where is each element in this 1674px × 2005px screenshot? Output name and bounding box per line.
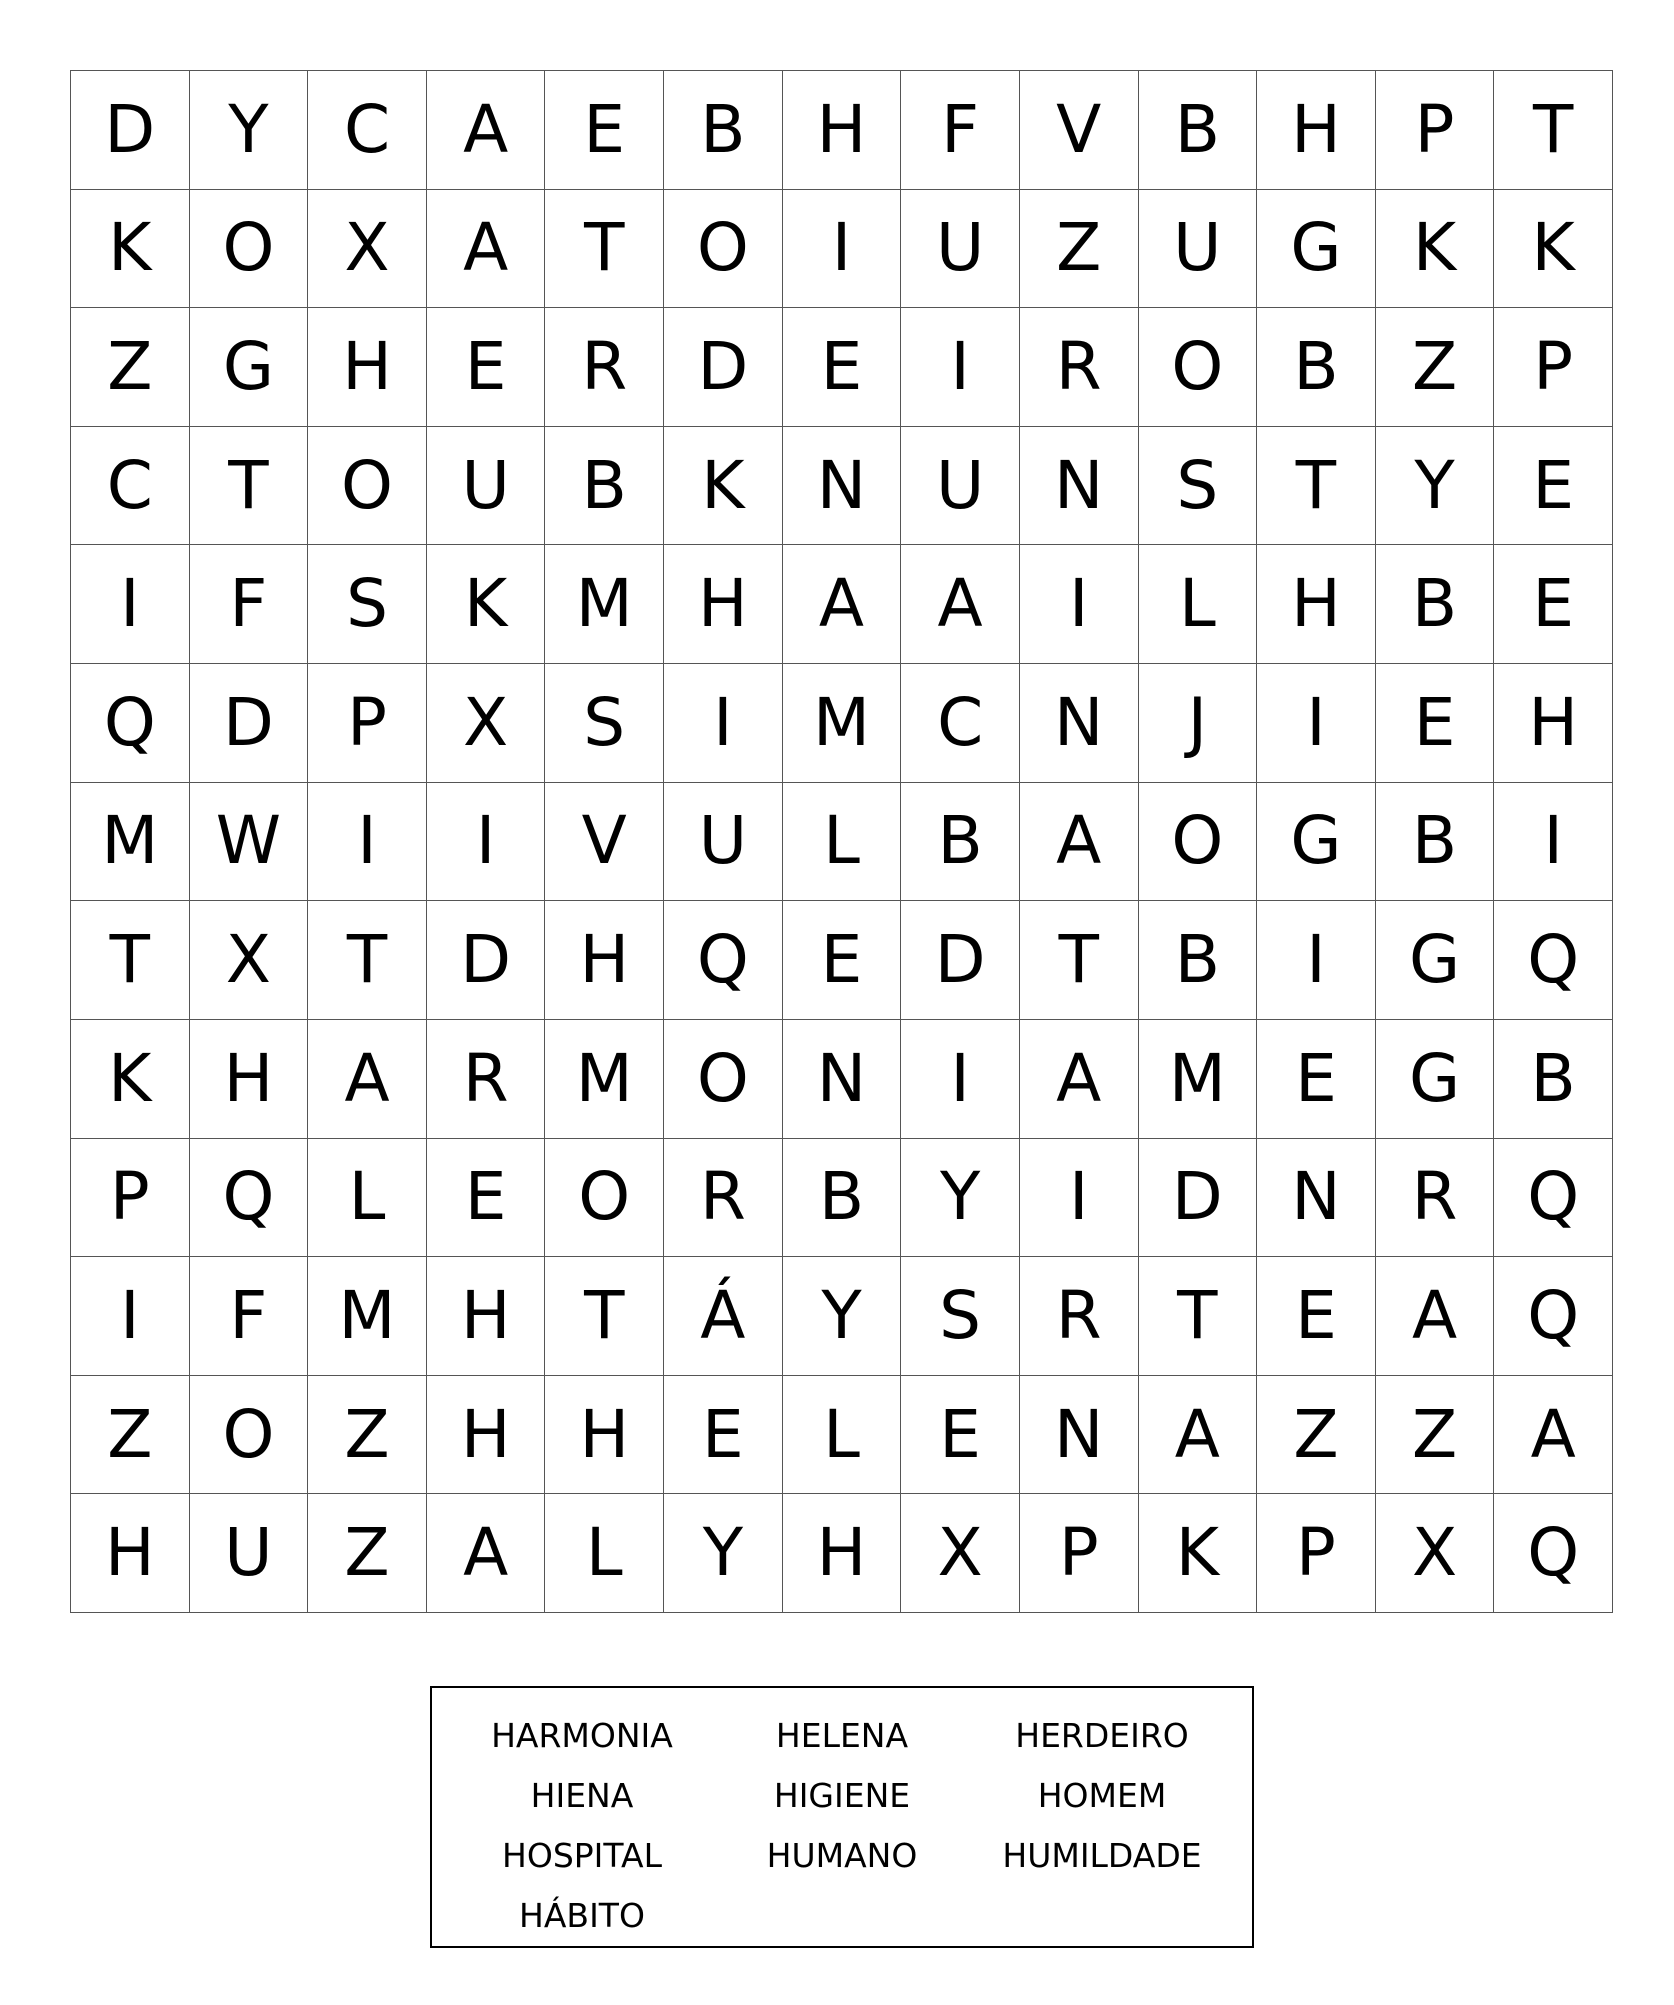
grid-cell[interactable]: K	[427, 545, 546, 664]
grid-cell[interactable]: R	[1020, 308, 1139, 427]
grid-cell[interactable]: A	[1020, 1020, 1139, 1139]
grid-cell[interactable]: N	[1020, 1376, 1139, 1495]
grid-cell[interactable]: U	[901, 427, 1020, 546]
grid-cell[interactable]: E	[1257, 1257, 1376, 1376]
grid-cell[interactable]: U	[901, 190, 1020, 309]
grid-cell[interactable]: G	[1376, 1020, 1495, 1139]
grid-cell[interactable]: W	[190, 783, 309, 902]
grid-cell[interactable]: B	[1494, 1020, 1613, 1139]
grid-cell[interactable]: T	[545, 190, 664, 309]
grid-cell[interactable]: H	[427, 1376, 546, 1495]
grid-cell[interactable]: A	[1494, 1376, 1613, 1495]
grid-cell[interactable]: Z	[1376, 308, 1495, 427]
grid-cell[interactable]: E	[1494, 427, 1613, 546]
grid-cell[interactable]: X	[1376, 1494, 1495, 1613]
grid-cell[interactable]: M	[71, 783, 190, 902]
word-list-item: HERDEIRO	[1015, 1716, 1189, 1755]
grid-cell[interactable]: M	[545, 1020, 664, 1139]
grid-cell[interactable]: H	[308, 308, 427, 427]
grid-cell[interactable]: T	[190, 427, 309, 546]
grid-cell[interactable]: D	[664, 308, 783, 427]
grid-cell[interactable]: H	[1494, 664, 1613, 783]
grid-cell[interactable]: I	[1257, 901, 1376, 1020]
grid-cell[interactable]: Z	[308, 1376, 427, 1495]
grid-cell[interactable]: X	[901, 1494, 1020, 1613]
grid-cell[interactable]: H	[427, 1257, 546, 1376]
grid-cell[interactable]: Z	[1376, 1376, 1495, 1495]
grid-cell[interactable]: J	[1139, 664, 1258, 783]
grid-cell[interactable]: U	[1139, 190, 1258, 309]
grid-cell[interactable]: V	[1020, 71, 1139, 190]
grid-cell[interactable]: D	[71, 71, 190, 190]
grid-cell[interactable]: A	[308, 1020, 427, 1139]
grid-cell[interactable]: O	[545, 1139, 664, 1258]
grid-cell[interactable]: Y	[783, 1257, 902, 1376]
word-list-item: HUMILDADE	[1002, 1836, 1202, 1875]
grid-cell[interactable]: Z	[71, 1376, 190, 1495]
grid-cell[interactable]: H	[545, 901, 664, 1020]
grid-cell[interactable]: O	[1139, 783, 1258, 902]
grid-cell[interactable]: D	[190, 664, 309, 783]
grid-cell[interactable]: P	[1020, 1494, 1139, 1613]
grid-cell[interactable]: I	[901, 308, 1020, 427]
grid-cell[interactable]: B	[1257, 308, 1376, 427]
grid-cell[interactable]: S	[901, 1257, 1020, 1376]
grid-cell[interactable]: A	[783, 545, 902, 664]
grid-cell[interactable]: H	[71, 1494, 190, 1613]
word-list-item: HARMONIA	[491, 1716, 673, 1755]
grid-cell[interactable]: R	[664, 1139, 783, 1258]
grid-cell[interactable]: A	[427, 1494, 546, 1613]
grid-cell[interactable]: T	[308, 901, 427, 1020]
grid-cell[interactable]: P	[71, 1139, 190, 1258]
word-list-item: HELENA	[775, 1716, 909, 1755]
grid-cell[interactable]: H	[783, 71, 902, 190]
grid-cell[interactable]: E	[1257, 1020, 1376, 1139]
grid-cell[interactable]: N	[783, 427, 902, 546]
grid-cell[interactable]: K	[71, 190, 190, 309]
grid-cell[interactable]: G	[190, 308, 309, 427]
grid-cell[interactable]: Q	[71, 664, 190, 783]
grid-cell[interactable]: Z	[71, 308, 190, 427]
grid-cell[interactable]: H	[664, 545, 783, 664]
grid-cell[interactable]: B	[783, 1139, 902, 1258]
grid-cell[interactable]: I	[1020, 545, 1139, 664]
grid-cell[interactable]: T	[1257, 427, 1376, 546]
grid-cell[interactable]: C	[71, 427, 190, 546]
grid-cell[interactable]: C	[901, 664, 1020, 783]
grid-cell[interactable]: M	[545, 545, 664, 664]
grid-cell[interactable]: X	[308, 190, 427, 309]
grid-cell[interactable]: I	[664, 664, 783, 783]
grid-cell[interactable]: U	[190, 1494, 309, 1613]
grid-cell[interactable]: Q	[1494, 1139, 1613, 1258]
grid-cell[interactable]: O	[190, 190, 309, 309]
grid-cell[interactable]: A	[901, 545, 1020, 664]
grid-cell[interactable]: I	[1257, 664, 1376, 783]
word-list	[430, 1686, 1254, 1948]
grid-cell[interactable]: N	[1020, 427, 1139, 546]
grid-cell[interactable]: B	[1139, 71, 1258, 190]
grid-cell[interactable]: P	[1494, 308, 1613, 427]
grid-cell[interactable]: S	[1139, 427, 1258, 546]
grid-cell[interactable]: R	[1020, 1257, 1139, 1376]
grid-cell[interactable]: N	[1020, 664, 1139, 783]
grid-cell[interactable]: F	[190, 545, 309, 664]
grid-cell[interactable]: O	[664, 190, 783, 309]
grid-cell[interactable]: Q	[1494, 1257, 1613, 1376]
grid-cell[interactable]: B	[1139, 901, 1258, 1020]
grid-cell[interactable]: E	[1494, 545, 1613, 664]
grid-cell[interactable]: M	[1139, 1020, 1258, 1139]
word-list-item: HIENA	[530, 1776, 634, 1815]
grid-cell[interactable]: K	[1139, 1494, 1258, 1613]
grid-cell[interactable]: E	[783, 308, 902, 427]
grid-cell[interactable]: H	[1257, 71, 1376, 190]
word-list-item: HÁBITO	[519, 1896, 645, 1935]
grid-cell[interactable]: T	[545, 1257, 664, 1376]
grid-cell[interactable]: L	[783, 1376, 902, 1495]
grid-cell[interactable]: A	[427, 190, 546, 309]
grid-cell[interactable]: L	[1139, 545, 1258, 664]
grid-cell[interactable]: R	[1376, 1139, 1495, 1258]
grid-cell[interactable]: Q	[1494, 1494, 1613, 1613]
grid-cell[interactable]: H	[783, 1494, 902, 1613]
grid-cell[interactable]: E	[1376, 664, 1495, 783]
grid-cell[interactable]: M	[783, 664, 902, 783]
grid-cell[interactable]: V	[545, 783, 664, 902]
grid-cell[interactable]: K	[1376, 190, 1495, 309]
grid-cell[interactable]: Á	[664, 1257, 783, 1376]
grid-cell[interactable]: P	[1257, 1494, 1376, 1613]
grid-cell[interactable]: E	[427, 1139, 546, 1258]
grid-cell[interactable]: X	[427, 664, 546, 783]
grid-cell[interactable]: A	[1020, 783, 1139, 902]
grid-cell[interactable]: G	[1257, 783, 1376, 902]
grid-cell[interactable]: B	[664, 71, 783, 190]
grid-cell[interactable]: D	[1139, 1139, 1258, 1258]
grid-cell[interactable]: Q	[190, 1139, 309, 1258]
grid-cell[interactable]: I	[71, 1257, 190, 1376]
grid-cell[interactable]: M	[308, 1257, 427, 1376]
grid-cell[interactable]: G	[1257, 190, 1376, 309]
grid-cell[interactable]: D	[427, 901, 546, 1020]
grid-cell[interactable]: E	[427, 308, 546, 427]
grid-cell[interactable]: S	[308, 545, 427, 664]
grid-cell[interactable]: A	[1376, 1257, 1495, 1376]
grid-cell[interactable]: F	[901, 71, 1020, 190]
word-list-item: HIGIENE	[773, 1776, 911, 1815]
grid-cell[interactable]: A	[1139, 1376, 1258, 1495]
grid-cell[interactable]: B	[1376, 545, 1495, 664]
grid-cell[interactable]: N	[783, 1020, 902, 1139]
grid-cell[interactable]: F	[190, 1257, 309, 1376]
word-list-item: HOSPITAL	[502, 1836, 662, 1875]
grid-cell[interactable]: E	[545, 71, 664, 190]
grid-cell[interactable]: P	[308, 664, 427, 783]
letter-grid	[70, 70, 1613, 1613]
grid-cell[interactable]: I	[1494, 783, 1613, 902]
grid-cell[interactable]: E	[664, 1376, 783, 1495]
grid-cell[interactable]: B	[901, 783, 1020, 902]
grid-cell[interactable]: T	[71, 901, 190, 1020]
grid-cell[interactable]: P	[1376, 71, 1495, 190]
grid-cell[interactable]: G	[1376, 901, 1495, 1020]
grid-cell[interactable]: T	[1139, 1257, 1258, 1376]
grid-cell[interactable]: Y	[664, 1494, 783, 1613]
grid-cell[interactable]: L	[545, 1494, 664, 1613]
grid-cell[interactable]: O	[664, 1020, 783, 1139]
grid-cell[interactable]: U	[664, 783, 783, 902]
grid-cell[interactable]: S	[545, 664, 664, 783]
grid-cell[interactable]: Z	[1020, 190, 1139, 309]
grid-cell[interactable]: K	[1494, 190, 1613, 309]
grid-cell[interactable]: H	[190, 1020, 309, 1139]
grid-cell[interactable]: I	[901, 1020, 1020, 1139]
grid-cell[interactable]: U	[427, 427, 546, 546]
grid-cell[interactable]: T	[1020, 901, 1139, 1020]
grid-cell[interactable]: Z	[1257, 1376, 1376, 1495]
grid-cell[interactable]: Y	[190, 71, 309, 190]
grid-cell[interactable]: L	[308, 1139, 427, 1258]
grid-cell[interactable]: O	[1139, 308, 1258, 427]
grid-cell[interactable]: H	[545, 1376, 664, 1495]
grid-cell[interactable]: Q	[1494, 901, 1613, 1020]
grid-cell[interactable]: Z	[308, 1494, 427, 1613]
grid-cell[interactable]: C	[308, 71, 427, 190]
word-list-item: HOMEM	[1037, 1776, 1167, 1815]
grid-cell[interactable]: I	[71, 545, 190, 664]
grid-cell[interactable]: I	[308, 783, 427, 902]
grid-cell[interactable]: K	[71, 1020, 190, 1139]
grid-cell[interactable]: O	[190, 1376, 309, 1495]
grid-cell[interactable]: H	[1257, 545, 1376, 664]
grid-cell[interactable]: E	[783, 901, 902, 1020]
grid-cell[interactable]: L	[783, 783, 902, 902]
grid-cell[interactable]: B	[545, 427, 664, 546]
grid-cell[interactable]: T	[1494, 71, 1613, 190]
grid-cell[interactable]: R	[427, 1020, 546, 1139]
grid-cell[interactable]: E	[901, 1376, 1020, 1495]
grid-cell[interactable]: K	[664, 427, 783, 546]
word-list-item: HUMANO	[766, 1836, 918, 1875]
grid-cell[interactable]: Q	[664, 901, 783, 1020]
grid-cell[interactable]: I	[1020, 1139, 1139, 1258]
grid-cell[interactable]: B	[1376, 783, 1495, 902]
grid-cell[interactable]: Y	[1376, 427, 1495, 546]
grid-cell[interactable]: R	[545, 308, 664, 427]
grid-cell[interactable]: X	[190, 901, 309, 1020]
grid-cell[interactable]: Y	[901, 1139, 1020, 1258]
grid-cell[interactable]: I	[783, 190, 902, 309]
grid-cell[interactable]: O	[308, 427, 427, 546]
grid-cell[interactable]: N	[1257, 1139, 1376, 1258]
grid-cell[interactable]: A	[427, 71, 546, 190]
grid-cell[interactable]: D	[901, 901, 1020, 1020]
grid-cell[interactable]: I	[427, 783, 546, 902]
